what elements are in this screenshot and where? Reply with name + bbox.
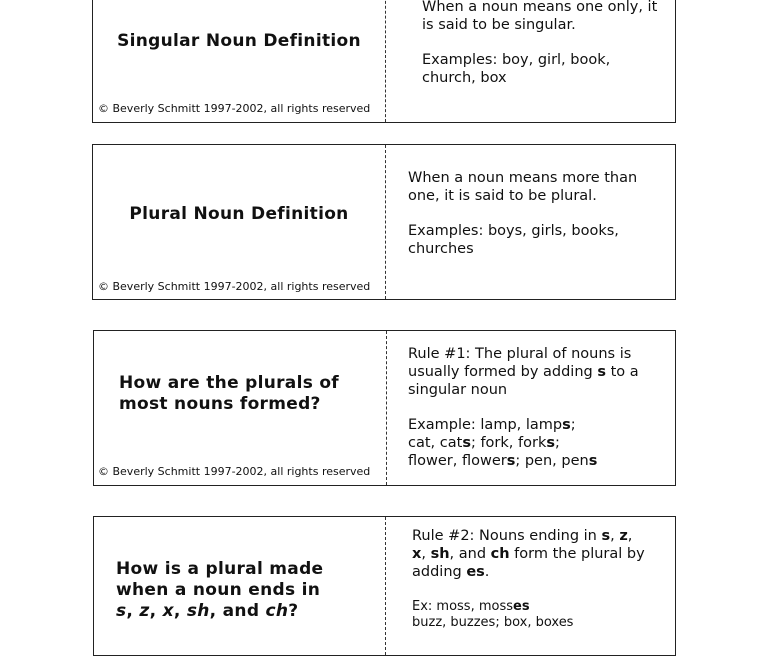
- question-line: when a noun ends in: [116, 580, 321, 600]
- rule-line: Rule #2: Nouns ending in s, z,: [412, 528, 633, 544]
- flashcard-plural: [92, 144, 676, 300]
- card-answer: [422, 0, 672, 87]
- card-divider: [385, 0, 386, 122]
- example-line: churches: [408, 241, 474, 257]
- card-divider: [386, 331, 387, 485]
- question-line: s, z, x, sh, and ch?: [116, 601, 299, 621]
- flashcard-rule-1: [93, 330, 676, 486]
- card-question: [116, 559, 378, 622]
- copyright-notice: © Beverly Schmitt 1997-2002, all rights reserved: [98, 280, 371, 293]
- copyright-notice: © Beverly Schmitt 1997-2002, all rights reserved: [98, 102, 371, 115]
- card-answer: [408, 169, 668, 258]
- rule-line: singular noun: [408, 382, 508, 398]
- answer-line: is said to be singular.: [422, 17, 576, 33]
- example-line: Ex: moss, mosses: [412, 599, 530, 614]
- example-line: cat, cats; fork, forks;: [408, 435, 560, 451]
- card-divider: [385, 517, 386, 655]
- example-line: flower, flowers; pen, pens: [408, 453, 598, 469]
- card-answer: [408, 345, 670, 470]
- answer-line: When a noun means more than: [408, 170, 638, 186]
- example-line: Examples: boys, girls, books,: [408, 223, 619, 239]
- card-question: [119, 373, 379, 415]
- rule-line: usually formed by adding s to a: [408, 364, 639, 380]
- example-line: Example: lamp, lamps;: [408, 417, 576, 433]
- example-line: Examples: boy, girl, book,: [422, 52, 611, 68]
- example-line: church, box: [422, 70, 507, 86]
- answer-line: When a noun means one only, it: [422, 0, 658, 15]
- flashcard-singular: [92, 0, 676, 123]
- rule-line: Rule #1: The plural of nouns is: [408, 346, 632, 362]
- card-divider: [385, 145, 386, 299]
- question-line: most nouns formed?: [119, 394, 321, 414]
- card-question: Plural Noun Definition: [129, 204, 349, 224]
- card-question: Singular Noun Definition: [117, 31, 361, 51]
- example-line: buzz, buzzes; box, boxes: [412, 615, 574, 630]
- card-answer: [412, 527, 674, 632]
- question-line: How is a plural made: [116, 559, 324, 579]
- question-line: How are the plurals of: [119, 373, 340, 393]
- flashcard-rule-2: [93, 516, 676, 656]
- rule-line: adding es.: [412, 564, 490, 580]
- rule-line: x, sh, and ch form the plural by: [412, 546, 645, 562]
- answer-line: one, it is said to be plural.: [408, 188, 597, 204]
- copyright-notice: © Beverly Schmitt 1997-2002, all rights reserved: [98, 465, 371, 478]
